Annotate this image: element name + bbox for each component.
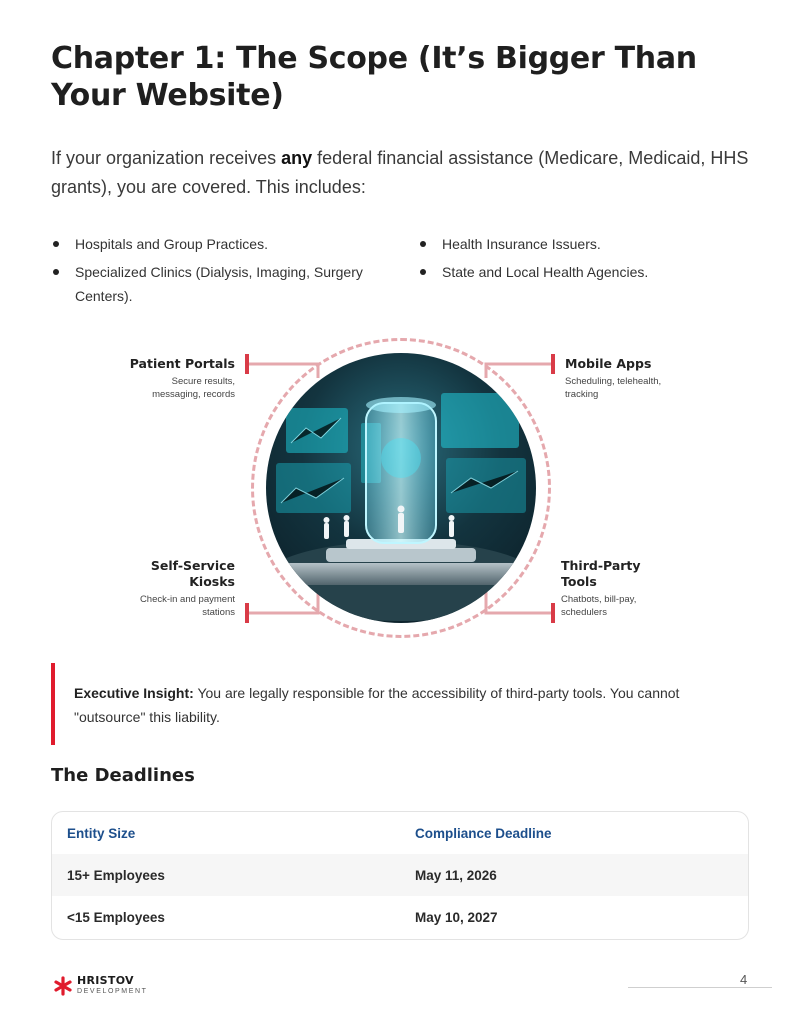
callout-third-party-tools (561, 558, 661, 619)
callout-description: Check-in and payment stations (139, 594, 235, 618)
list-item: Health Insurance Issuers. (418, 232, 738, 256)
intro-paragraph (51, 144, 751, 202)
intro-emphasis: any (281, 148, 313, 168)
table-row (52, 854, 748, 896)
logo-subtitle: DEVELOPMENT (77, 988, 148, 995)
covered-entities-list-left (51, 232, 371, 312)
table-header-row (52, 812, 748, 854)
scope-diagram (0, 330, 800, 650)
callout-title: Patient Portals (129, 356, 235, 371)
table-row (52, 896, 748, 938)
callout-title: Mobile Apps (565, 356, 652, 371)
callout-title: Self-Service Kiosks (150, 558, 235, 589)
callout-description: Chatbots, bill-pay, schedulers (561, 594, 637, 618)
column-header-compliance-deadline: Compliance Deadline (415, 825, 552, 841)
callout-description: Scheduling, telehealth, tracking (565, 376, 662, 400)
asterisk-logo-icon (53, 976, 73, 996)
logo-wordmark (77, 975, 148, 996)
company-logo (53, 975, 148, 996)
callout-self-service-kiosks (125, 558, 235, 619)
table-cell-deadline: May 10, 2027 (415, 909, 498, 925)
list-item: Hospitals and Group Practices. (51, 232, 371, 256)
deadlines-heading: The Deadlines (51, 765, 195, 786)
table-cell-entity-size: <15 Employees (67, 909, 165, 925)
intro-text-end: federal financial assistance (Medicare, Medicaid, HHS grants), you are covered. This includes: (51, 148, 749, 197)
intro-text-start: If your organization receives (51, 148, 282, 168)
callout-description: Secure results, messaging, records (152, 376, 235, 400)
page-number: 4 (740, 972, 748, 987)
insight-text (74, 681, 751, 729)
deadlines-table (51, 811, 749, 940)
executive-insight-callout (51, 663, 751, 745)
callout-patient-portals (110, 356, 235, 401)
diagram-circle-frame (251, 338, 551, 638)
list-item: Specialized Clinics (Dialysis, Imaging, Surgery Centers). (51, 260, 371, 308)
list-item: State and Local Health Agencies. (418, 260, 738, 284)
chapter-title: Chapter 1: The Scope (It’s Bigger Than Your Website) (51, 41, 697, 113)
table-cell-entity-size: 15+ Employees (67, 867, 165, 883)
table-cell-deadline: May 11, 2026 (415, 867, 497, 883)
logo-name: HRISTOV (77, 974, 134, 987)
footer-divider (628, 987, 772, 988)
illustration-graphic (266, 353, 536, 623)
callout-title: Third-Party Tools (561, 558, 641, 589)
callout-mobile-apps (565, 356, 675, 401)
healthcare-tech-illustration (266, 353, 536, 623)
covered-entities-list-right (418, 232, 738, 288)
column-header-entity-size: Entity Size (67, 825, 136, 841)
insight-body: You are legally responsible for the accessibility of third-party tools. You cannot "outsource" this liability. (74, 685, 680, 725)
insight-label: Executive Insight: (74, 685, 194, 701)
